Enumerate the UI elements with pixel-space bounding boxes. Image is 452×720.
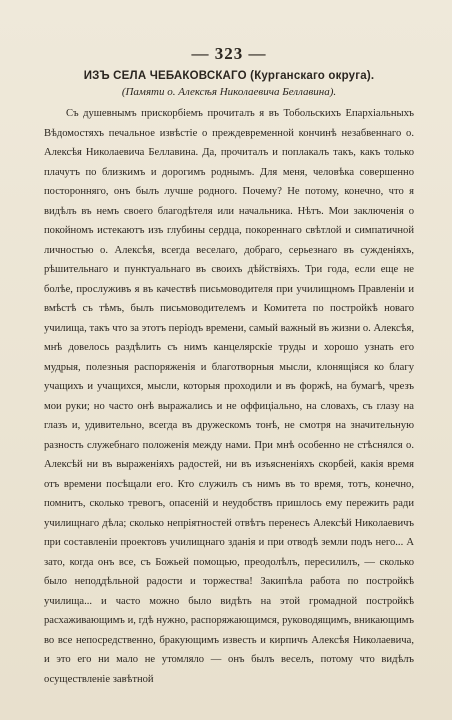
page-number: — 323 — [191, 44, 267, 63]
article-heading: ИЗЪ СЕЛА ЧЕБАКОВСКАГО (Курганскаго округа). [83, 70, 375, 82]
article-body: Съ душевнымъ прискорбіемъ прочиталъ я въ Тобольскихъ Епархіальныхъ Вѣдомостяхъ печальное извѣстіе о преждевременной кончинѣ незабвеннаго о. Алексѣя Николаевича Беллавина. Да, прочиталъ и поплакалъ такъ, какъ только плачутъ по близкимъ и дорогимъ роднымъ. Для меня, человѣка совершенно посторонняго, онъ былъ лучше родного. Почему? Не потому, конечно, что я видѣлъ въ немъ своего благодѣтеля или начальника. Нѣтъ. Мои заключенія о покойномъ истекаютъ изъ глубины сердца, покореннаго свѣтлой и симпатичной личностью о. Алексѣя, всегда веселаго, добраго, серьезнаго въ сужденіяхъ, рѣшительнаго и пунктуальнаго въ своихъ дѣйствіяхъ. Три года, если еще не болѣе, прослуживъ я въ качествѣ письмоводителя при училищномъ Правленіи и вмѣстѣ съ тѣмъ, былъ письмоводителемъ и Комитета по постройкѣ новаго училища, такъ что за этотъ періодъ времени, самый важный въ жизни о. Алексѣя, мнѣ довелось раздѣлить съ нимъ канцелярскіе труды и хорошо узнать его мудрыя, полезныя распоряженія и благотворныя мысли, клонящіяся ко благу учащихъ и учащихся, мысли, которыя проходили и въ форжѣ, на бумагѣ, чрезъ мои руки; но часто онѣ выражались и не оффиціально, на словахъ, съ глазу на глазъ и, удивительно, всегда въ дружескомъ тонѣ, не смотря на значительную разность служебнаго положенія между нами. При мнѣ особенно не стѣснялся о. Алексѣй ни въ выраженіяхъ радостей, ни въ изъясненіяхъ скорбей, какія время отъ времени посѣщали его. Кто служилъ съ нимъ въ то время, тотъ, конечно, помнитъ, сколько тревогъ, опасеній и неудобствъ пришлось ему пережить ради училищнаго дѣла; сколько непріятностей отвѣтъ перенесъ Алексѣй Николаевичъ при составленіи проектовъ училищнаго зданія и при отводѣ земли подъ него... А зато, когда онъ все, съ Божьей помощью, преодолѣлъ, пересилилъ, — сколько было неподдѣльной радости и торжества! Закипѣла работа по постройкѣ училища... и часто можно было видѣть на этой громадной постройкѣ расхаживающимъ и, гдѣ нужно, распоряжающимся, руководящимъ, вникающимъ во все непосредственно, бракующимъ известь и кирпичъ Алексѣя Николаевича, и это его ни мало не утомляло — онъ былъ веселъ, потому что видѣлъ осуществленіе завѣтной [44, 108, 414, 685]
article-subheading: (Памяти о. Алексѣя Николаевича Беллавина). [121, 86, 337, 98]
